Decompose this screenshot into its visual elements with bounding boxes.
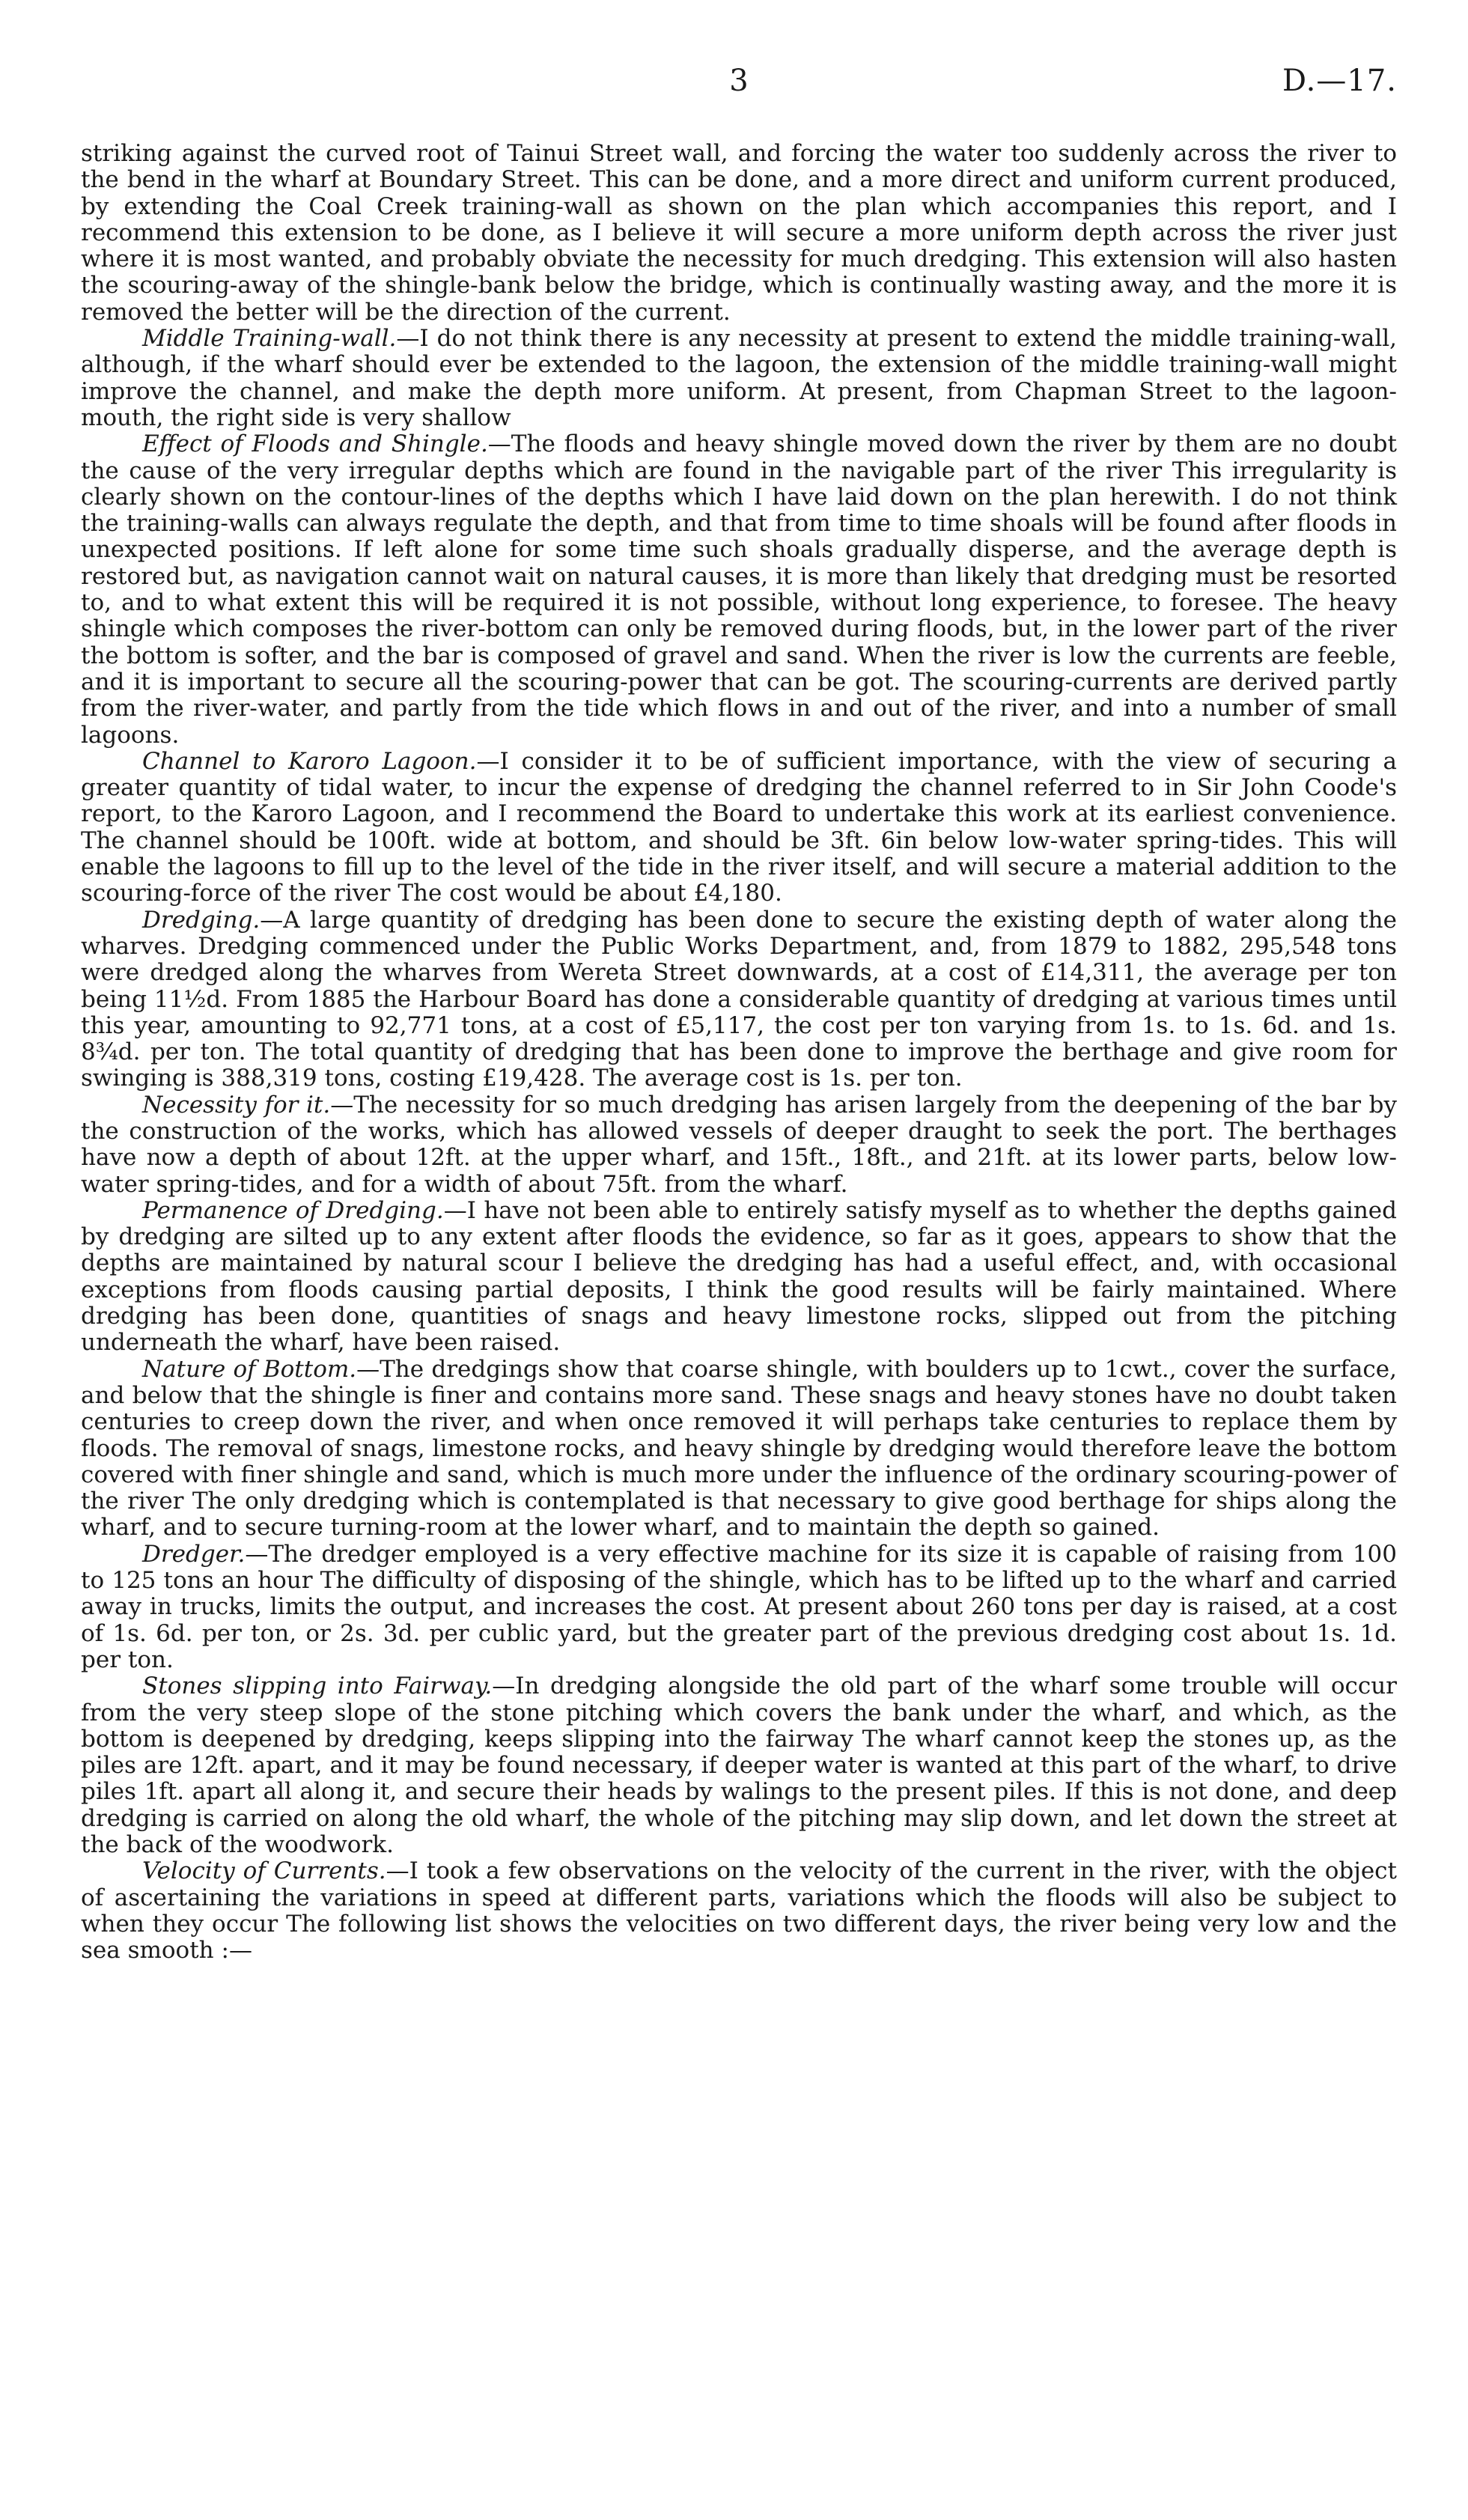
paragraph-middle-training-wall	[81, 326, 1397, 431]
paragraph-effect-of-floods	[81, 431, 1397, 749]
paragraph-necessity	[81, 1092, 1397, 1198]
paragraph-heading: Middle Training-wall.	[142, 325, 397, 353]
paragraph-text: —I took a few observations on the velocity of the current in the river, with the object of ascertaining the variations in speed at different parts, variations which the floods will also be subject to when they occur The following list shows the velocities on two different days, the river being very low and the sea smooth :—	[81, 1857, 1397, 1964]
paragraph-heading: Dredger.	[142, 1540, 246, 1568]
paragraph-nature-of-bottom	[81, 1357, 1397, 1541]
paragraph-text: —I consider it to be of sufficient importance, with the view of securing a greater quantity of tidal water, to incur the expense of dredging the channel referred to in Sir John Coode's report, to the Karoro Lagoon, and I recommend the Board to undertake this work at its earliest convenience. The channel should be 100ft. wide at bottom, and should be 3ft. 6in below low-water spring-tides. This will enable the lagoons to fill up to the level of the tide in the river itself, and will secure a material addition to the scouring-force of the river The cost would be about £4,180.	[81, 747, 1397, 907]
paragraph-heading: Necessity for it.	[142, 1091, 331, 1119]
paragraph-text: —The dredgings show that coarse shingle, with boulders up to 1cwt., cover the surface, and below that the shingle is finer and contains more sand. These snags and heavy stones have no doubt taken centuries to creep down the river, and when once removed it will perhaps take centuries to replace them by floods. The removal of snags, limestone rocks, and heavy shingle by dredging would therefore leave the bottom covered with finer shingle and sand, which is much more under the influence of the ordinary scouring-power of the river The only dredging which is contemplated is that necessary to give good berthage for ships along the wharf, and to secure turning-room at the lower wharf, and to maintain the depth so gained.	[81, 1355, 1397, 1541]
page-header	[81, 58, 1397, 103]
paragraph-heading: Effect of Floods and Shingle.	[142, 430, 488, 458]
paragraph-channel-to-karoro	[81, 749, 1397, 907]
report-body	[81, 141, 1397, 1964]
paragraph-heading: Stones slipping into Fairway.	[142, 1673, 493, 1700]
paragraph-continuation	[81, 141, 1397, 326]
paragraph-velocity-of-currents	[81, 1858, 1397, 1964]
paragraph-permanence	[81, 1198, 1397, 1357]
paragraph-text: —I do not think there is any necessity at present to extend the middle training-wall, although, if the wharf should ever be extended to the lagoon, the extension of the middle training-wall might improve the channel, and make the depth more uniform. At present, from Chapman Street to the lagoon-mouth, the right side is very shallow	[81, 325, 1398, 431]
paragraph-heading: Velocity of Currents.	[142, 1857, 386, 1885]
paragraph-text: —I have not been able to entirely satisfy myself as to whether the depths gained by dredging are silted up to any extent after floods the evidence, so far as it goes, appears to show that the depths are maintained by natural scour I believe the dredging has had a useful effect, and, with occasional exceptions from floods causing partial deposits, I think the good results will be fairly maintained. Where dredging has been done, quantities of snags and heavy limestone rocks, slipped out from the pitching underneath the wharf, have been raised.	[81, 1196, 1397, 1357]
document-page	[81, 0, 1397, 2520]
paragraph-heading: Dredging.	[142, 906, 261, 934]
paragraph-text: —The dredger employed is a very effective machine for its size it is capable of raising from 100 to 125 tons an hour The difficulty of disposing of the shingle, which has to be lifted up to the wharf and carried away in trucks, limits the output, and increases the cost. At present about 260 tons per day is raised, at a cost of 1s. 6d. per ton, or 2s. 3d. per cublic yard, but the greater part of the previous dredging cost about 1s. 1d. per ton.	[81, 1540, 1397, 1673]
document-reference: D.—17.	[1282, 64, 1397, 98]
page-number: 3	[729, 64, 749, 98]
paragraph-dredging	[81, 907, 1397, 1092]
paragraph-text: —In dredging alongside the old part of the wharf some trouble will occur from the very steep slope of the stone pitching which covers the bank under the wharf, and which, as the bottom is deepened by dredging, keeps slipping into the fairway The wharf cannot keep the stones up, as the piles are 12ft. apart, and it may be found necessary, if deeper water is wanted at this part of the wharf, to drive piles 1ft. apart all along it, and secure their heads by walings to the present piles. If this is not done, and deep dredging is carried on along the old wharf, the whole of the pitching may slip down, and let down the street at the back of the woodwork.	[81, 1673, 1397, 1858]
paragraph-heading: Nature of Bottom.	[142, 1355, 357, 1383]
paragraph-heading: Permanence of Dredging.	[142, 1196, 444, 1224]
paragraph-text: —A large quantity of dredging has been done to secure the existing depth of water along the wharves. Dredging commenced under the Public Works Department, and, from 1879 to 1882, 295,548 tons were dredged along the wharves from Wereta Street downwards, at a cost of £14,311, the average per ton being 11½d. From 1885 the Harbour Board has done a considerable quantity of dredging at various times until this year, amounting to 92,771 tons, at a cost of £5,117, the cost per ton varying from 1s. to 1s. 6d. and 1s. 8¾d. per ton. The total quantity of dredging that has been done to improve the berthage and give room for swinging is 388,319 tons, costing £19,428. The average cost is 1s. per ton.	[81, 906, 1397, 1092]
paragraph-heading: Channel to Karoro Lagoon.	[142, 747, 477, 775]
paragraph-dredger	[81, 1541, 1397, 1673]
paragraph-text: striking against the curved root of Tainui Street wall, and forcing the water too suddenly across the river to the bend in the wharf at Boundary Street. This can be done, and a more direct and uniform current produced, by extending the Coal Creek training-wall as shown on the plan which accompanies this report, and I recommend this extension to be done, as I believe it will secure a more uniform depth across the river just where it is most wanted, and probably obviate the necessity for much dredging. This extension will also hasten the scouring-away of the shingle-bank below the bridge, which is continually wasting away, and the more it is removed the better will be the direction of the current.	[81, 140, 1397, 326]
paragraph-text: —The necessity for so much dredging has arisen largely from the deepening of the bar by the construction of the works, which has allowed vessels of deeper draught to seek the port. The berthages have now a depth of about 12ft. at the upper wharf, and 15ft., 18ft., and 21ft. at its lower parts, below low-water spring-tides, and for a width of about 75ft. from the wharf.	[81, 1091, 1397, 1198]
paragraph-text: —The floods and heavy shingle moved down the river by them are no doubt the cause of the very irregular depths which are found in the navigable part of the river This irregularity is clearly shown on the contour-lines of the depths which I have laid down on the plan herewith. I do not think the training-walls can always regulate the depth, and that from time to time shoals will be found after floods in unexpected positions. If left alone for some time such shoals gradually disperse, and the average depth is restored but, as navigation cannot wait on natural causes, it is more than likely that dredging must be resorted to, and to what extent this will be required it is not possible, without long experience, to foresee. The heavy shingle which composes the river-bottom can only be removed during floods, but, in the lower part of the river the bottom is softer, and the bar is composed of gravel and sand. When the river is low the currents are feeble, and it is important to secure all the scouring-power that can be got. The scouring-currents are derived partly from the river-water, and partly from the tide which flows in and out of the river, and into a number of small lagoons.	[81, 430, 1397, 749]
paragraph-stones-slipping	[81, 1673, 1397, 1858]
